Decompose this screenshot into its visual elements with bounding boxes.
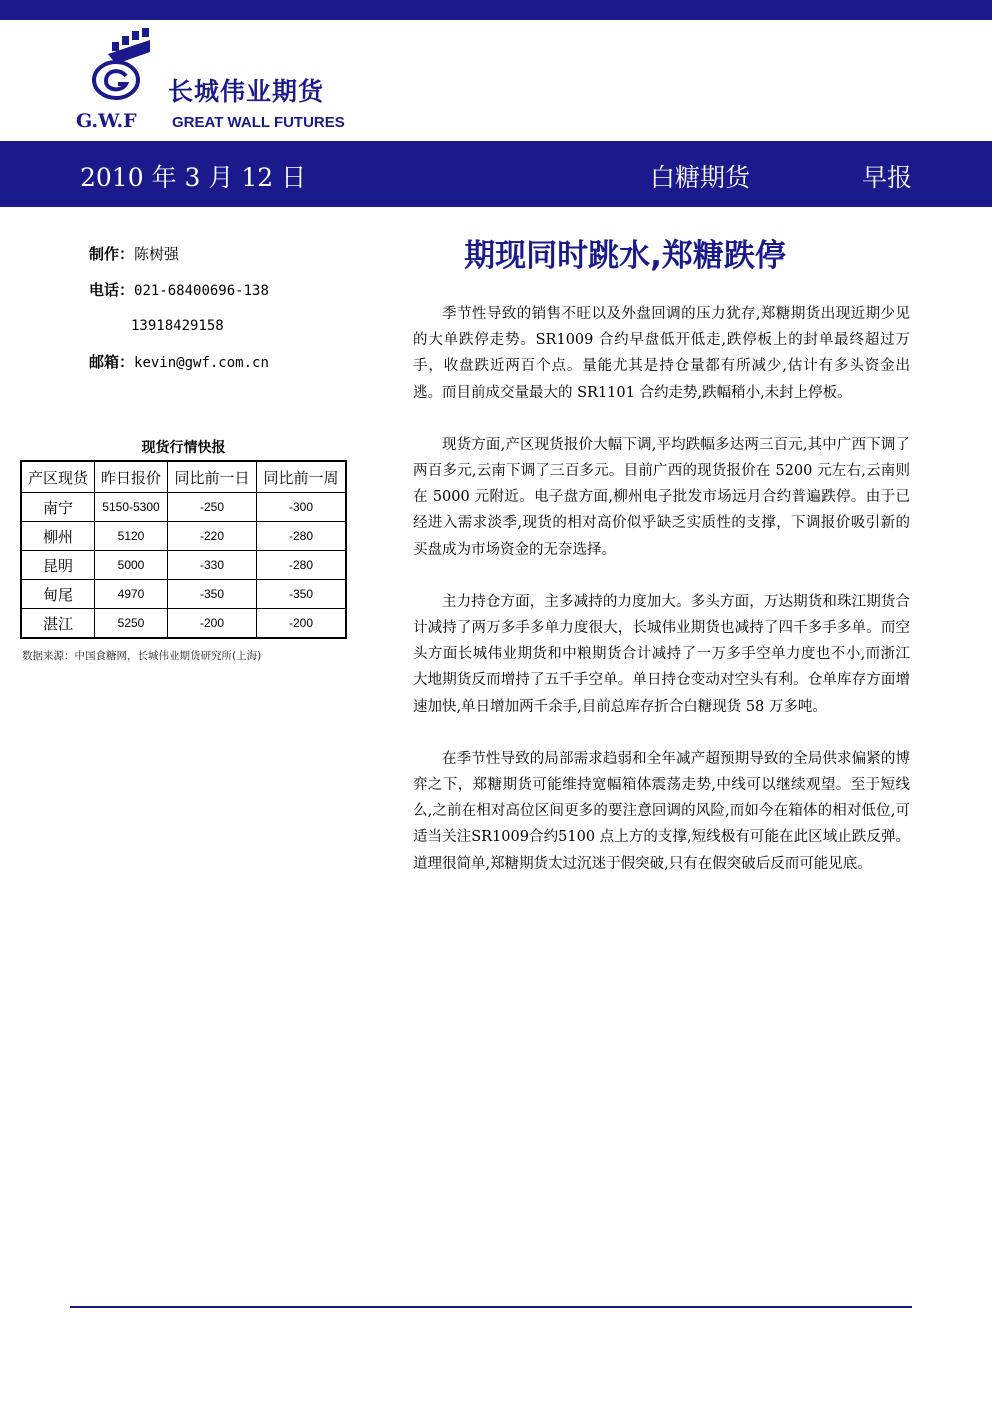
cell-area: 昆明 xyxy=(21,551,95,580)
phone-number: 021-68400696-138 xyxy=(134,283,269,299)
cell-day-change: -330 xyxy=(168,551,257,580)
mobile-number: 13918429158 xyxy=(131,318,224,334)
company-name-cn: 长城伟业期货 xyxy=(168,77,325,106)
cell-week-change: -280 xyxy=(257,551,347,580)
table-row xyxy=(21,551,346,580)
col-header-area: 产区现货 xyxy=(21,461,95,493)
article-paragraph: 主力持仓方面，主多减持的力度加大。多头方面，万达期货和珠江期货合计减持了两万多手多单力度很大，长城伟业期货也减持了四千多手多单。而空头方面长城伟业期货和中粮期货合计减持了一万多手空单力度也不小,而浙江大地期货反而增持了五千手空单。单日持仓变动对空头有利。仓单库存方面增速加快,单日增加两千余手,目前总库存折合白糖现货 58 万多吨。 xyxy=(413,593,910,715)
cell-price: 5150-5300 xyxy=(95,493,168,522)
phone-line xyxy=(89,279,269,300)
author-name: 陈树强 xyxy=(134,245,180,263)
footer-divider xyxy=(70,1306,912,1308)
article-paragraph: 现货方面,产区现货报价大幅下调,平均跌幅多达两三百元,其中广西下调了两百多元,云南下调了三百多元。目前广西的现货报价在 5200 元左右,云南则在 5000 元附近。电子盘方面,柳州电子批发市场远月合约普遍跌停。由于已经进入需求淡季,现货的相对高价似乎缺乏实质性的支撑，下调报价吸引新的买盘成为市场资金的无奈选择。 xyxy=(413,436,910,558)
report-type: 早报 xyxy=(862,163,913,192)
email-line xyxy=(89,351,269,372)
cell-week-change: -280 xyxy=(257,522,347,551)
author-label: 制作： xyxy=(89,245,135,263)
cell-area: 甸尾 xyxy=(21,580,95,609)
company-abbr: G.W.F xyxy=(76,110,137,132)
cell-price: 5120 xyxy=(95,522,168,551)
article-paragraph: 季节性导致的销售不旺以及外盘回调的压力犹存,郑糖期货出现近期少见的大单跌停走势。SR1009 合约早盘低开低走,跌停板上的封单最终超过万手，收盘跌近两百个点。量能尤其是持仓量都有所减少,估计有多头资金出逃。而目前成交量最大的 SR1101 合约走势,跌幅稍小,未封上停板。 xyxy=(413,306,910,401)
table-row xyxy=(21,609,346,639)
cell-price: 5000 xyxy=(95,551,168,580)
cell-week-change: -200 xyxy=(257,609,347,639)
cell-day-change: -250 xyxy=(168,493,257,522)
author-line xyxy=(89,243,179,264)
email-address[interactable]: kevin@gwf.com.cn xyxy=(134,355,269,371)
cell-area: 柳州 xyxy=(21,522,95,551)
report-banner xyxy=(0,141,992,207)
cell-price: 5250 xyxy=(95,609,168,639)
email-label: 邮箱： xyxy=(89,353,135,371)
report-date: 2010 年 3 月 12 日 xyxy=(80,163,307,192)
spot-price-table xyxy=(20,460,347,639)
table-header-row xyxy=(21,461,346,493)
cell-day-change: -200 xyxy=(168,609,257,639)
cell-day-change: -220 xyxy=(168,522,257,551)
col-header-day-change: 同比前一日 xyxy=(168,461,257,493)
article-paragraph: 在季节性导致的局部需求趋弱和全年减产超预期导致的全局供求偏紧的博弈之下，郑糖期货可能维持宽幅箱体震荡走势,中线可以继续观望。至于短线么,之前在相对高位区间更多的要注意回调的风险,而如今在箱体的相对低位,可适当关注SR1009合约5100 点上方的支撑,短线极有可能在此区域止跌反弹。道理很简单,郑糖期货太过沉迷于假突破,只有在假突破后反而可能见底。 xyxy=(413,750,910,872)
phone-label: 电话： xyxy=(89,281,135,299)
cell-area: 湛江 xyxy=(21,609,95,639)
top-color-bar xyxy=(0,0,992,20)
table-row xyxy=(21,580,346,609)
article-title: 期现同时跳水,郑糖跌停 xyxy=(464,238,786,274)
cell-week-change: -300 xyxy=(257,493,347,522)
cell-area: 南宁 xyxy=(21,493,95,522)
cell-day-change: -350 xyxy=(168,580,257,609)
cell-week-change: -350 xyxy=(257,580,347,609)
mobile-line xyxy=(131,316,224,334)
company-logo xyxy=(76,28,376,138)
col-header-week-change: 同比前一周 xyxy=(257,461,347,493)
data-source-note: 数据来源：中国食糖网，长城伟业期货研究所(上海) xyxy=(22,650,262,662)
article-body xyxy=(413,301,910,903)
col-header-price: 昨日报价 xyxy=(95,461,168,493)
report-product: 白糖期货 xyxy=(650,163,751,192)
company-name-en: GREAT WALL FUTURES xyxy=(172,114,345,131)
spot-table-title: 现货行情快报 xyxy=(141,440,226,456)
cell-price: 4970 xyxy=(95,580,168,609)
great-wall-logo-icon xyxy=(86,28,156,103)
table-row xyxy=(21,522,346,551)
table-row xyxy=(21,493,346,522)
